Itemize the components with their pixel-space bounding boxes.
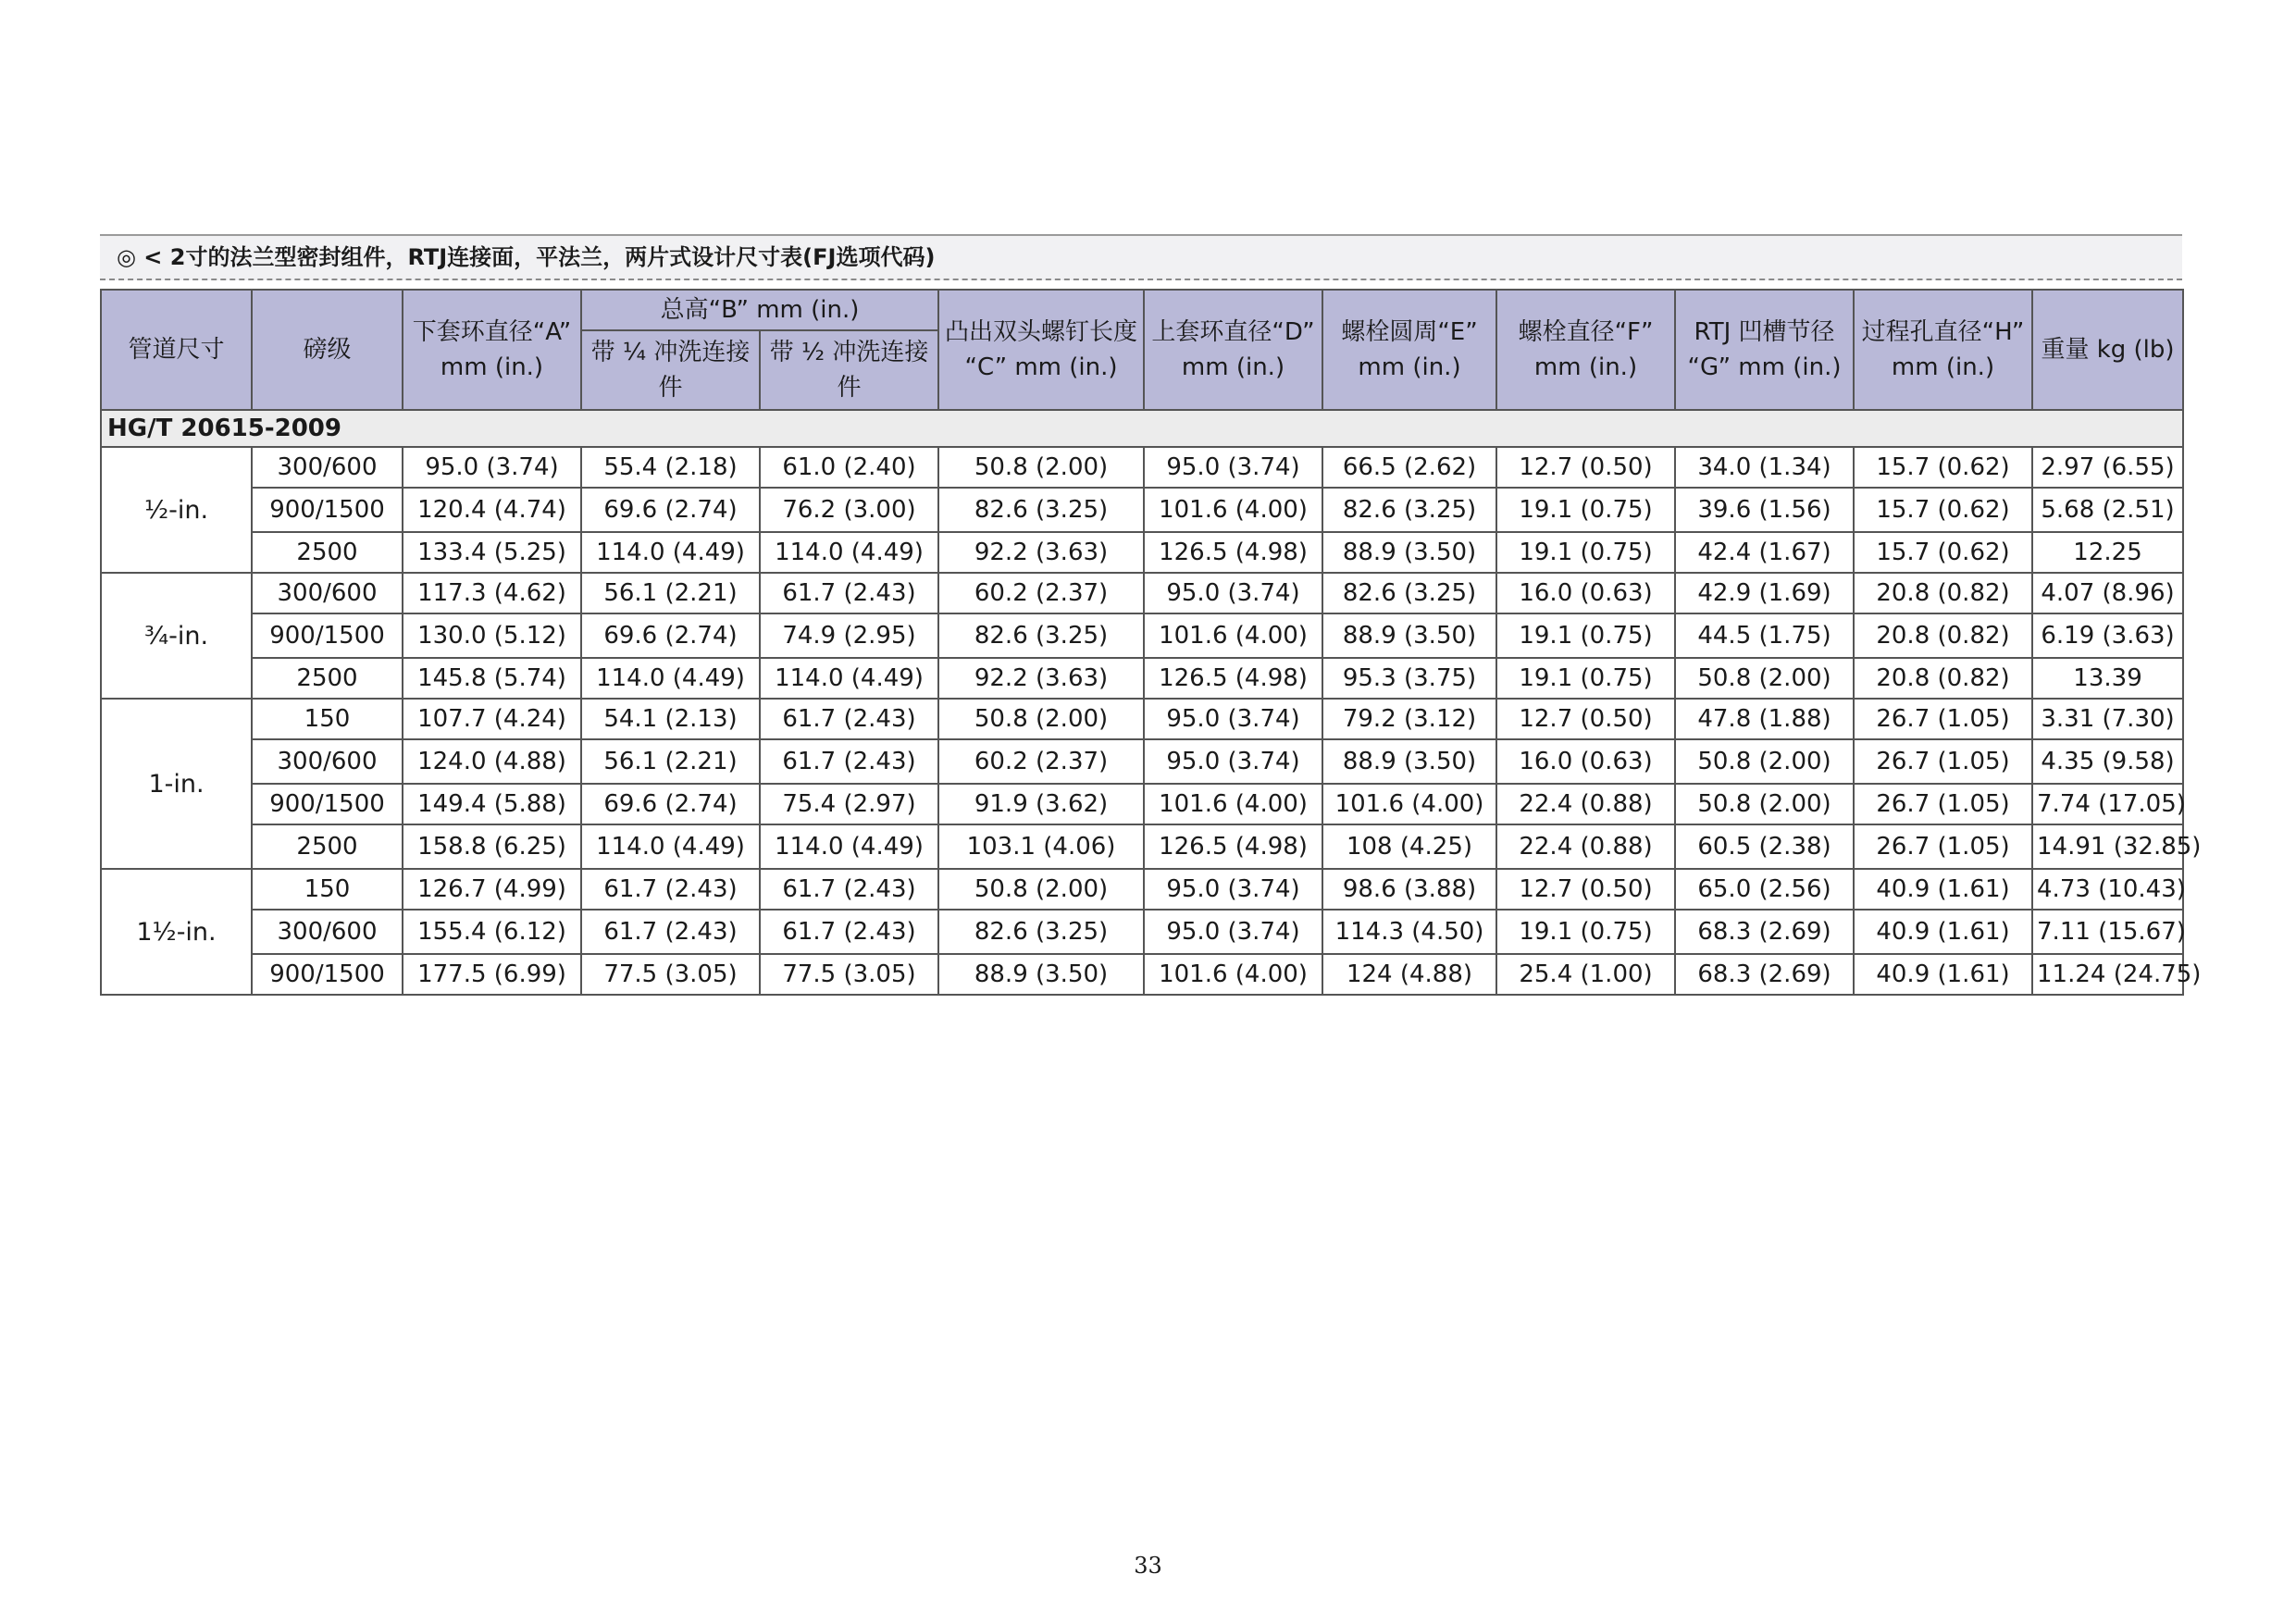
value-cell: 101.6 (4.00) xyxy=(1322,784,1496,824)
table-row xyxy=(101,824,2183,869)
value-cell: 114.0 (4.49) xyxy=(760,532,938,573)
table-row xyxy=(101,739,2183,784)
header-stud-length: 凸出双头螺钉长度 “C” mm (in.) xyxy=(938,290,1144,410)
value-cell: 133.4 (5.25) xyxy=(403,532,581,573)
value-cell: 4.07 (8.96) xyxy=(2032,573,2183,613)
value-cell: 117.3 (4.62) xyxy=(403,573,581,613)
standard-label: HG/T 20615-2009 xyxy=(101,410,2183,447)
pipe-size-cell: ½-in. xyxy=(101,447,252,573)
value-cell: 15.7 (0.62) xyxy=(1854,488,2032,532)
value-cell: 101.6 (4.00) xyxy=(1144,784,1322,824)
dimension-table xyxy=(100,289,2202,996)
header-weight: 重量 kg (lb) xyxy=(2032,290,2183,410)
value-cell: 95.0 (3.74) xyxy=(1144,699,1322,739)
value-cell: 61.7 (2.43) xyxy=(760,699,938,739)
table-body xyxy=(101,410,2202,995)
value-cell: 126.5 (4.98) xyxy=(1144,658,1322,699)
class-cell: 2500 xyxy=(252,658,403,699)
pipe-size-cell: 1½-in. xyxy=(101,869,252,995)
table-row xyxy=(101,699,2183,739)
table-row xyxy=(101,488,2183,532)
value-cell: 61.0 (2.40) xyxy=(760,447,938,488)
value-cell: 103.1 (4.06) xyxy=(938,824,1144,869)
value-cell: 26.7 (1.05) xyxy=(1854,824,2032,869)
value-cell: 82.6 (3.25) xyxy=(1322,573,1496,613)
value-cell: 82.6 (3.25) xyxy=(938,910,1144,954)
value-cell: 19.1 (0.75) xyxy=(1496,532,1675,573)
value-cell: 22.4 (0.88) xyxy=(1496,824,1675,869)
value-cell: 16.0 (0.63) xyxy=(1496,739,1675,784)
value-cell: 76.2 (3.00) xyxy=(760,488,938,532)
header-process-bore: 过程孔直径“H” mm (in.) xyxy=(1854,290,2032,410)
value-cell: 19.1 (0.75) xyxy=(1496,613,1675,658)
value-cell: 50.8 (2.00) xyxy=(938,869,1144,910)
value-cell: 101.6 (4.00) xyxy=(1144,954,1322,995)
pipe-size-cell: ¾-in. xyxy=(101,573,252,699)
value-cell: 50.8 (2.00) xyxy=(938,699,1144,739)
value-cell: 50.8 (2.00) xyxy=(1675,658,1854,699)
value-cell: 75.4 (2.97) xyxy=(760,784,938,824)
class-cell: 2500 xyxy=(252,824,403,869)
value-cell: 155.4 (6.12) xyxy=(403,910,581,954)
value-cell: 95.0 (3.74) xyxy=(1144,739,1322,784)
value-cell: 60.2 (2.37) xyxy=(938,573,1144,613)
value-cell: 56.1 (2.21) xyxy=(581,573,760,613)
value-cell: 69.6 (2.74) xyxy=(581,488,760,532)
value-cell: 7.11 (15.67) xyxy=(2032,910,2183,954)
value-cell: 4.73 (10.43) xyxy=(2032,869,2183,910)
value-cell: 26.7 (1.05) xyxy=(1854,784,2032,824)
value-cell: 107.7 (4.24) xyxy=(403,699,581,739)
page-number: 33 xyxy=(1134,1553,1162,1579)
value-cell: 95.0 (3.74) xyxy=(403,447,581,488)
value-cell: 12.7 (0.50) xyxy=(1496,699,1675,739)
value-cell: 34.0 (1.34) xyxy=(1675,447,1854,488)
value-cell: 66.5 (2.62) xyxy=(1322,447,1496,488)
value-cell: 15.7 (0.62) xyxy=(1854,447,2032,488)
value-cell: 95.0 (3.74) xyxy=(1144,869,1322,910)
value-cell: 126.7 (4.99) xyxy=(403,869,581,910)
header-bolt-circle: 螺栓圆周“E” mm (in.) xyxy=(1322,290,1496,410)
value-cell: 19.1 (0.75) xyxy=(1496,658,1675,699)
pipe-size-cell: 1-in. xyxy=(101,699,252,869)
class-cell: 900/1500 xyxy=(252,784,403,824)
value-cell: 6.19 (3.63) xyxy=(2032,613,2183,658)
value-cell: 61.7 (2.43) xyxy=(581,910,760,954)
value-cell: 114.0 (4.49) xyxy=(581,532,760,573)
value-cell: 5.68 (2.51) xyxy=(2032,488,2183,532)
value-cell: 12.25 xyxy=(2032,532,2183,573)
table-caption: ◎ < 2寸的法兰型密封组件，RTJ连接面，平法兰，两片式设计尺寸表(FJ选项代码) xyxy=(100,234,2182,280)
value-cell: 124 (4.88) xyxy=(1322,954,1496,995)
class-cell: 300/600 xyxy=(252,447,403,488)
header-bolt-diameter: 螺栓直径“F” mm (in.) xyxy=(1496,290,1675,410)
value-cell: 60.5 (2.38) xyxy=(1675,824,1854,869)
value-cell: 68.3 (2.69) xyxy=(1675,910,1854,954)
value-cell: 91.9 (3.62) xyxy=(938,784,1144,824)
value-cell: 69.6 (2.74) xyxy=(581,613,760,658)
value-cell: 114.3 (4.50) xyxy=(1322,910,1496,954)
value-cell: 14.91 (32.85) xyxy=(2032,824,2183,869)
value-cell: 120.4 (4.74) xyxy=(403,488,581,532)
value-cell: 101.6 (4.00) xyxy=(1144,613,1322,658)
value-cell: 126.5 (4.98) xyxy=(1144,824,1322,869)
value-cell: 74.9 (2.95) xyxy=(760,613,938,658)
value-cell: 145.8 (5.74) xyxy=(403,658,581,699)
value-cell: 7.74 (17.05) xyxy=(2032,784,2183,824)
header-lower-ring: 下套环直径“A” mm (in.) xyxy=(403,290,581,410)
value-cell: 126.5 (4.98) xyxy=(1144,532,1322,573)
value-cell: 98.6 (3.88) xyxy=(1322,869,1496,910)
value-cell: 54.1 (2.13) xyxy=(581,699,760,739)
value-cell: 114.0 (4.49) xyxy=(760,658,938,699)
value-cell: 40.9 (1.61) xyxy=(1854,910,2032,954)
value-cell: 40.9 (1.61) xyxy=(1854,954,2032,995)
value-cell: 12.7 (0.50) xyxy=(1496,447,1675,488)
class-cell: 300/600 xyxy=(252,910,403,954)
value-cell: 92.2 (3.63) xyxy=(938,658,1144,699)
value-cell: 114.0 (4.49) xyxy=(581,824,760,869)
value-cell: 3.31 (7.30) xyxy=(2032,699,2183,739)
value-cell: 177.5 (6.99) xyxy=(403,954,581,995)
value-cell: 69.6 (2.74) xyxy=(581,784,760,824)
header-pipe-size: 管道尺寸 xyxy=(101,290,252,410)
value-cell: 2.97 (6.55) xyxy=(2032,447,2183,488)
value-cell: 55.4 (2.18) xyxy=(581,447,760,488)
value-cell: 15.7 (0.62) xyxy=(1854,532,2032,573)
value-cell: 82.6 (3.25) xyxy=(938,613,1144,658)
header-class: 磅级 xyxy=(252,290,403,410)
value-cell: 39.6 (1.56) xyxy=(1675,488,1854,532)
table-row xyxy=(101,573,2183,613)
value-cell: 50.8 (2.00) xyxy=(1675,784,1854,824)
value-cell: 77.5 (3.05) xyxy=(760,954,938,995)
value-cell: 68.3 (2.69) xyxy=(1675,954,1854,995)
value-cell: 16.0 (0.63) xyxy=(1496,573,1675,613)
value-cell: 42.9 (1.69) xyxy=(1675,573,1854,613)
value-cell: 82.6 (3.25) xyxy=(1322,488,1496,532)
value-cell: 20.8 (0.82) xyxy=(1854,658,2032,699)
table-row xyxy=(101,532,2183,573)
class-cell: 150 xyxy=(252,699,403,739)
class-cell: 300/600 xyxy=(252,739,403,784)
class-cell: 900/1500 xyxy=(252,613,403,658)
value-cell: 56.1 (2.21) xyxy=(581,739,760,784)
header-flush-quarter: 带 ¼ 冲洗连接件 xyxy=(581,330,760,410)
table-row xyxy=(101,910,2183,954)
value-cell: 44.5 (1.75) xyxy=(1675,613,1854,658)
value-cell: 82.6 (3.25) xyxy=(938,488,1144,532)
value-cell: 124.0 (4.88) xyxy=(403,739,581,784)
table-row xyxy=(101,784,2183,824)
class-cell: 2500 xyxy=(252,532,403,573)
header-flush-half: 带 ½ 冲洗连接件 xyxy=(760,330,938,410)
value-cell: 61.7 (2.43) xyxy=(760,573,938,613)
class-cell: 900/1500 xyxy=(252,488,403,532)
header-total-height: 总高“B” mm (in.) xyxy=(581,290,938,330)
table-row xyxy=(101,658,2183,699)
value-cell: 114.0 (4.49) xyxy=(760,824,938,869)
value-cell: 61.7 (2.43) xyxy=(760,910,938,954)
value-cell: 95.3 (3.75) xyxy=(1322,658,1496,699)
value-cell: 20.8 (0.82) xyxy=(1854,613,2032,658)
value-cell: 101.6 (4.00) xyxy=(1144,488,1322,532)
header-upper-ring: 上套环直径“D” mm (in.) xyxy=(1144,290,1322,410)
value-cell: 88.9 (3.50) xyxy=(1322,613,1496,658)
value-cell: 61.7 (2.43) xyxy=(760,739,938,784)
table-row xyxy=(101,869,2183,910)
value-cell: 77.5 (3.05) xyxy=(581,954,760,995)
value-cell: 12.7 (0.50) xyxy=(1496,869,1675,910)
value-cell: 50.8 (2.00) xyxy=(938,447,1144,488)
value-cell: 88.9 (3.50) xyxy=(938,954,1144,995)
value-cell: 88.9 (3.50) xyxy=(1322,532,1496,573)
value-cell: 50.8 (2.00) xyxy=(1675,739,1854,784)
value-cell: 92.2 (3.63) xyxy=(938,532,1144,573)
value-cell: 20.8 (0.82) xyxy=(1854,573,2032,613)
value-cell: 19.1 (0.75) xyxy=(1496,488,1675,532)
value-cell: 25.4 (1.00) xyxy=(1496,954,1675,995)
value-cell: 108 (4.25) xyxy=(1322,824,1496,869)
value-cell: 95.0 (3.74) xyxy=(1144,910,1322,954)
class-cell: 150 xyxy=(252,869,403,910)
value-cell: 130.0 (5.12) xyxy=(403,613,581,658)
class-cell: 300/600 xyxy=(252,573,403,613)
value-cell: 22.4 (0.88) xyxy=(1496,784,1675,824)
value-cell: 26.7 (1.05) xyxy=(1854,739,2032,784)
header-rtj-groove: RTJ 凹槽节径 “G” mm (in.) xyxy=(1675,290,1854,410)
value-cell: 61.7 (2.43) xyxy=(581,869,760,910)
table-row xyxy=(101,613,2183,658)
value-cell: 60.2 (2.37) xyxy=(938,739,1144,784)
value-cell: 88.9 (3.50) xyxy=(1322,739,1496,784)
value-cell: 40.9 (1.61) xyxy=(1854,869,2032,910)
table-row xyxy=(101,954,2183,995)
value-cell: 11.24 (24.75) xyxy=(2032,954,2183,995)
table-row xyxy=(101,447,2183,488)
value-cell: 19.1 (0.75) xyxy=(1496,910,1675,954)
value-cell: 95.0 (3.74) xyxy=(1144,573,1322,613)
value-cell: 149.4 (5.88) xyxy=(403,784,581,824)
value-cell: 114.0 (4.49) xyxy=(581,658,760,699)
value-cell: 65.0 (2.56) xyxy=(1675,869,1854,910)
value-cell: 95.0 (3.74) xyxy=(1144,447,1322,488)
value-cell: 47.8 (1.88) xyxy=(1675,699,1854,739)
value-cell: 79.2 (3.12) xyxy=(1322,699,1496,739)
value-cell: 4.35 (9.58) xyxy=(2032,739,2183,784)
value-cell: 42.4 (1.67) xyxy=(1675,532,1854,573)
class-cell: 900/1500 xyxy=(252,954,403,995)
value-cell: 158.8 (6.25) xyxy=(403,824,581,869)
value-cell: 26.7 (1.05) xyxy=(1854,699,2032,739)
value-cell: 61.7 (2.43) xyxy=(760,869,938,910)
value-cell: 13.39 xyxy=(2032,658,2183,699)
